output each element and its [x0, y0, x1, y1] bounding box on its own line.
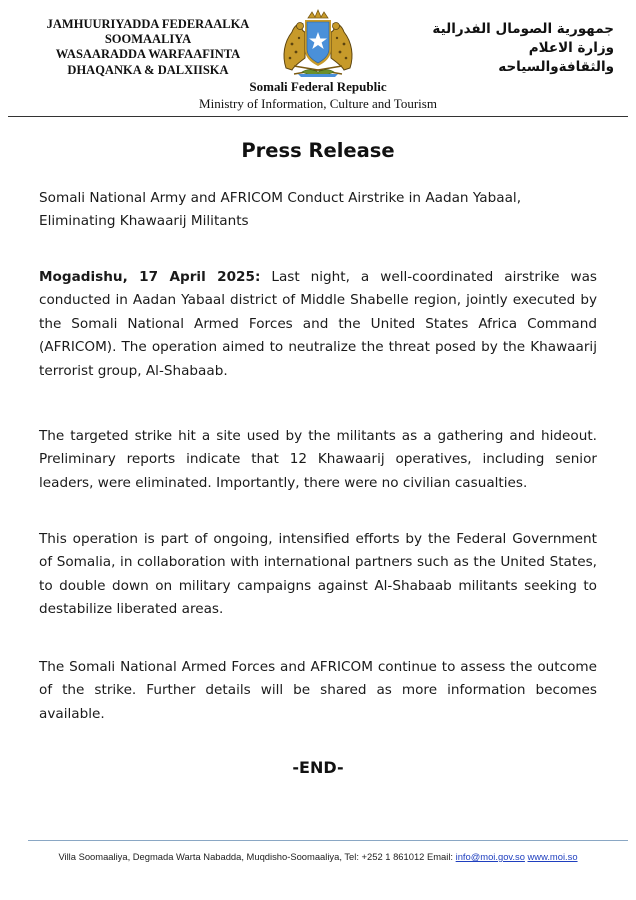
- body-paragraph: The Somali National Armed Forces and AFRICOM continue to assess the outcome of the strike. Further details will be shared as more information becomes available.: [39, 659, 597, 722]
- footer-contact: [0, 851, 636, 862]
- letterhead: [0, 0, 636, 118]
- letterhead-somali-line: SOOMAALIYA: [104, 32, 192, 47]
- body-paragraph: [39, 266, 597, 383]
- somalia-coat-of-arms-icon: [272, 8, 364, 78]
- footer-address: Villa Soomaaliya, Degmada Warta Nabadda, Muqdisho-Soomaaliya, Tel: +252 1 861012 Email:: [58, 851, 456, 862]
- footer-email-link[interactable]: info@moi.gov.so: [455, 851, 525, 862]
- letterhead-arabic-line: جمهورية الصومال الفدرالية: [432, 21, 614, 37]
- letterhead-somali-line: JAMHUURIYADDA FEDERAALKA: [46, 17, 250, 31]
- footer-website-link[interactable]: www.moi.so: [527, 851, 578, 862]
- footer-divider: [28, 840, 628, 841]
- letterhead-somali-line: DHAQANKA & DALXIISKA: [67, 62, 229, 77]
- ministry-name: Ministry of Information, Culture and Tourism: [199, 96, 437, 111]
- letterhead-somali-name: [28, 17, 268, 78]
- press-release-headline: Somali National Army and AFRICOM Conduct Airstrike in Aadan Yabaal, Eliminating Khawaarij Militants: [39, 190, 522, 230]
- letterhead-somali-line: WASAARADDA WARFAAFINTA: [55, 47, 241, 62]
- letterhead-arabic-line: وزارة الاعلام: [528, 40, 614, 56]
- letterhead-divider: [8, 116, 628, 117]
- dateline: Mogadishu, 17 April 2025:: [39, 269, 261, 285]
- letterhead-arabic-name: [404, 20, 614, 77]
- body-paragraph: The targeted strike hit a site used by the militants as a gathering and hideout. Preliminary reports indicate that 12 Khawaarij operatives, including senior leaders, were eliminated. Importantly, there were no civilian casualties.: [39, 428, 597, 491]
- letterhead-arabic-line: والثقافةوالسياحه: [498, 59, 614, 75]
- document-title: Press Release: [241, 139, 395, 162]
- republic-name: Somali Federal Republic: [249, 79, 387, 94]
- paragraph-text: Last night, a well-coordinated airstrike was conducted in Aadan Yabaal district of Middle Shabelle region, jointly executed by the Somali National Armed Forces and the United States Africa Command (AFRICOM). The operation aimed to neutralize the threat posed by the Khawaarij terrorist group, Al-Shabaab.: [39, 269, 597, 379]
- body-paragraph: This operation is part of ongoing, intensified efforts by the Federal Government of Somalia, in collaboration with international partners such as the United States, to double down on military campaigns against Al-Shabaab militants seeking to destabilize liberated areas.: [39, 531, 597, 618]
- end-marker: -END-: [292, 758, 344, 777]
